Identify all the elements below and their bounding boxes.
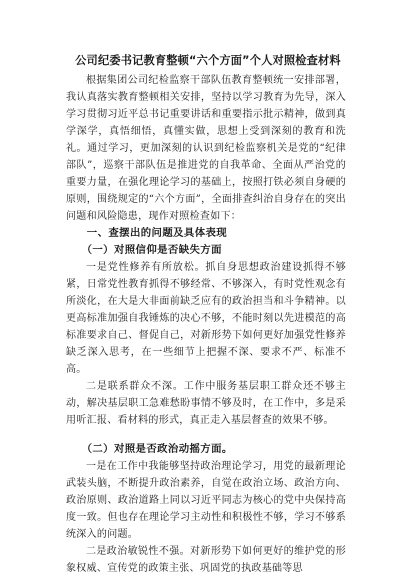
politics-paragraph-1: 一是在工作中我能够坚持政治理论学习，用党的最新理论武装头脑，不断提升政治素养，自觉在政治立场、政治方向、政治原则、政治道路上同以习近平同志为核心的党中央保持高度一致。但也存在理论学习主动性和积极性不够，学习不够系统深入的问题。 <box>66 461 346 540</box>
belief-paragraph-1: 一是党性修养有所放松。抓自身思想政治建设抓得不够紧，日常党性教育抓得不够经常、不够深入，有时党性观念有所淡化，在大是大非面前缺乏应有的政治担当和斗争精神。以更高标准加强自我锤炼的决心不够，不能时刻以先进模范的高标准要求自己、督促自己，对新形势下如何更好加强党性修养缺乏深入思考，在一些细节上把握不深、要求不严、标准不高。 <box>66 262 346 375</box>
document-body <box>66 72 346 577</box>
subsection-heading-belief: （一）对照信仰是否缺失方面 <box>81 244 222 256</box>
subsection-heading-politics: （二）对照是否政治动摇方面。 <box>81 443 233 455</box>
intro-paragraph: 根据集团公司纪检监察干部队伍教育整顿统一安排部署，我认真落实教育整顿相关安排，坚持以学习教育为先导，深入学习贯彻习近平总书记重要讲话和重要指示批示精神，做到真学深学，真悟细悟，真懂实做，思想上受到深刻的教育和洗礼。通过学习，更加深刻的认识到纪检监察机关是党的“纪律部队”，巡察干部队伍是推进党的自我革命、全面从严治党的重要力量，在强化理论学习的基础上，按照打铁必须自身硬的原则，围绕规定的“六个方面”，全面排查纠治自身存在的突出问题和风险隐患，现作对照检查如下： <box>66 75 346 222</box>
belief-paragraph-2: 二是联系群众不深。工作中服务基层职工群众还不够主动，解决基层职工急难愁盼事情不够及时，在工作中，多是采用听汇报、看材料的形式，真正走入基层督查的效果不够。 <box>66 381 346 426</box>
section-heading-problems: 一、查摆出的问题及具体表现 <box>86 227 228 239</box>
politics-paragraph-2: 二是政治敏锐性不强。对新形势下如何更好的维护党的形象权威、宣传党的政策主张、巩固党的执政基础等思 <box>66 546 346 574</box>
document-title: 公司纪委书记教育整顿“六个方面”个人对照检查材料 <box>75 54 341 67</box>
section-gap <box>66 429 346 441</box>
